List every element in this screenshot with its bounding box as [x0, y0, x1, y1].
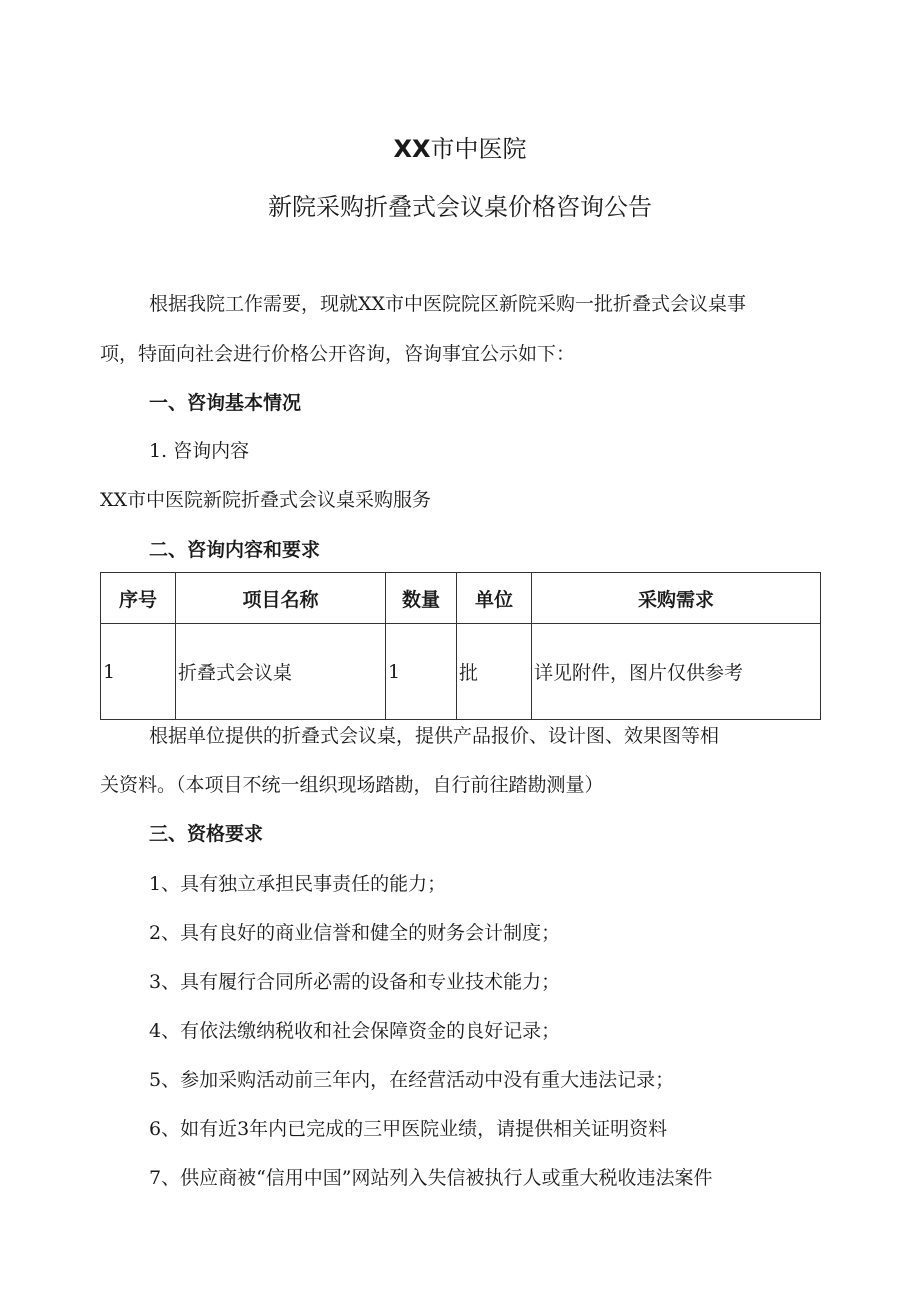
section-1-content: XX市中医院新院折叠式会议桌采购服务 [100, 489, 432, 511]
document-subtitle: 新院采购折叠式会议桌价格咨询公告 [268, 193, 652, 221]
requirements-table [100, 572, 821, 720]
cell-serial-number: 1 [101, 624, 176, 720]
qualification-item: 4、有依法缴纳税收和社会保障资金的良好记录； [149, 1020, 561, 1042]
intro-line-1: 根据我院工作需要，现就XX市中医院院区新院采购一批折叠式会议桌事 [149, 293, 747, 315]
section-2-heading: 二、咨询内容和要求 [149, 539, 321, 561]
header-unit: 单位 [457, 573, 532, 624]
section-1-subheading: 1. 咨询内容 [149, 440, 250, 462]
qualification-item: 7、供应商被“信用中国”网站列入失信被执行人或重大税收违法案件 [149, 1167, 713, 1189]
qualification-item: 5、参加采购活动前三年内，在经营活动中没有重大违法记录； [149, 1069, 675, 1091]
section-1-heading: 一、咨询基本情况 [149, 392, 302, 414]
section-3-heading: 三、资格要求 [149, 823, 264, 845]
cell-unit: 批 [457, 624, 532, 720]
table-header-row [101, 573, 821, 624]
section-2-note-line-1: 根据单位提供的折叠式会议桌，提供产品报价、设计图、效果图等相 [149, 725, 720, 747]
header-serial-number: 序号 [101, 573, 176, 624]
qualification-item: 2、具有良好的商业信誉和健全的财务会计制度； [149, 922, 561, 944]
header-quantity: 数量 [386, 573, 457, 624]
section-2-note-line-2: 关资料。（本项目不统一组织现场踏勘，自行前往踏勘测量） [100, 774, 604, 796]
cell-item-name: 折叠式会议桌 [176, 624, 386, 720]
qualification-item: 3、具有履行合同所必需的设备和专业技术能力； [149, 971, 561, 993]
cell-quantity: 1 [386, 624, 457, 720]
title-hospital-name: 市中医院 [430, 135, 527, 163]
header-requirement: 采购需求 [532, 573, 821, 624]
document-title [0, 134, 920, 164]
title-prefix: XX [393, 135, 431, 163]
table-row [101, 624, 821, 720]
qualification-item: 1、具有独立承担民事责任的能力； [149, 873, 447, 895]
intro-line-2: 项，特面向社会进行价格公开咨询，咨询事宜公示如下： [100, 343, 576, 365]
qualification-item: 6、如有近3年内已完成的三甲医院业绩，请提供相关证明资料 [149, 1118, 668, 1140]
header-item-name: 项目名称 [176, 573, 386, 624]
cell-requirement: 详见附件，图片仅供参考 [532, 624, 821, 720]
